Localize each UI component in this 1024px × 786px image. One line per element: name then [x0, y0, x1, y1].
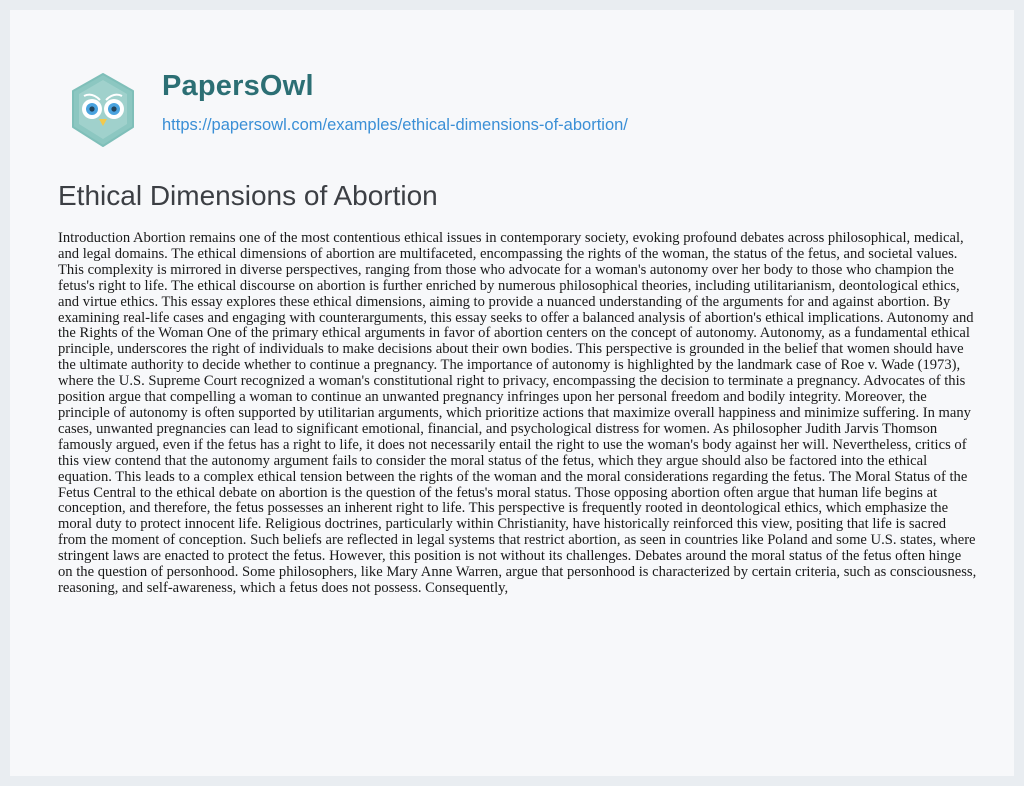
source-url-link[interactable]: https://papersowl.com/examples/ethical-dimensions-of-abortion/ [162, 116, 628, 134]
document-page [10, 10, 1014, 776]
page-title: Ethical Dimensions of Abortion [58, 180, 438, 211]
owl-logo-icon [62, 70, 144, 152]
essay-body-text: Introduction Abortion remains one of the most contentious ethical issues in contemporary society, evoking profound debates across philosophical, medical, and legal domains. The ethical dimensions of abortion are multifaceted, encompassing the rights of the woman, the status of the fetus, and societal values. This complexity is mirrored in diverse perspectives, ranging from those who advocate for a woman's autonomy over her body to those who champion the fetus's right to life. The ethical discourse on abortion is further enriched by numerous philosophical theories, including utilitarianism, deontological ethics, and virtue ethics. This essay explores these ethical dimensions, aiming to provide a nuanced understanding of the arguments for and against abortion. By examining real-life cases and engaging with counterarguments, this essay seeks to offer a balanced analysis of abortion's ethical implications. Autonomy and the Rights of the Woman One of the primary ethical arguments in favor of abortion centers on the concept of autonomy. Autonomy, as a fundamental ethical principle, underscores the right of individuals to make decisions about their own bodies. This perspective is grounded in the belief that women should have the ultimate authority to decide whether to continue a pregnancy. The importance of autonomy is highlighted by the landmark case of Roe v. Wade (1973), where the U.S. Supreme Court recognized a woman's constitutional right to privacy, encompassing the decision to terminate a pregnancy. Advocates of this position argue that compelling a woman to continue an unwanted pregnancy infringes upon her personal freedom and bodily integrity. Moreover, the principle of autonomy is often supported by utilitarian arguments, which prioritize actions that maximize overall happiness and minimize suffering. In many cases, unwanted pregnancies can lead to significant emotional, financial, and psychological distress for women. As philosopher Judith Jarvis Thomson famously argued, even if the fetus has a right to life, it does not necessarily entail the right to use the woman's body against her will. Nevertheless, critics of this view contend that the autonomy argument fails to consider the moral status of the fetus, which they argue should also be factored into the ethical equation. This leads to a complex ethical tension between the rights of the woman and the moral considerations regarding the fetus. The Moral Status of the Fetus Central to the ethical debate on abortion is the question of the fetus's moral status. Those opposing abortion often argue that human life begins at conception, and therefore, the fetus possesses an inherent right to life. This perspective is frequently rooted in deontological ethics, which emphasize the moral duty to protect innocent life. Religious doctrines, particularly within Christianity, have historically reinforced this view, positing that life is sacred from the moment of conception. Such beliefs are reflected in legal systems that restrict abortion, as seen in countries like Poland and some U.S. states, where stringent laws are enacted to protect the fetus. However, this position is not without its challenges. Debates around the moral status of the fetus often hinge on the question of personhood. Some philosophers, like Mary Anne Warren, argue that personhood is characterized by certain criteria, such as consciousness, reasoning, and self-awareness, which a fetus does not possess. Consequently, [58, 230, 977, 596]
brand-name: PapersOwl [162, 70, 314, 102]
